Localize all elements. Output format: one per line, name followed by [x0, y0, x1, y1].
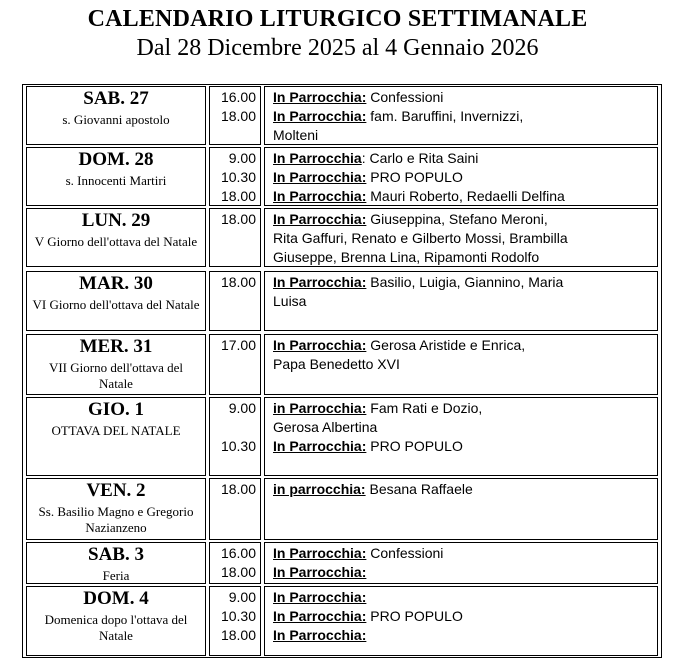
location-label: In Parrocchia:	[273, 108, 367, 124]
intention-text: Besana Raffaele	[365, 481, 473, 497]
location-label: In Parrocchia:	[273, 564, 367, 580]
time-cell	[209, 478, 261, 540]
intention-entry	[273, 187, 651, 206]
mass-time: 18.00	[220, 108, 256, 124]
day-name: MER. 31	[79, 336, 153, 357]
day-celebration: VI Giorno dell'ottava del Natale	[32, 297, 200, 312]
intention-text: Basilio, Luigia, Giannino, Maria Luisa	[273, 274, 564, 309]
day-row	[26, 86, 658, 145]
intentions-cell	[264, 586, 658, 656]
mass-time: 17.00	[220, 337, 256, 353]
intentions-cell	[264, 542, 658, 584]
intention-text: Giuseppina, Stefano Meroni, Rita Gaffuri, Renato e Gilberto Mossi, Brambilla Giuseppe, Brenna Lina, Ripamonti Rodolfo	[273, 211, 568, 265]
day-row	[26, 397, 658, 476]
intention-text: fam. Baruffini, Invernizzi, Molteni	[273, 108, 524, 143]
location-label: In Parrocchia:	[273, 169, 367, 185]
mass-time: 16.00	[220, 545, 256, 561]
day-name: DOM. 4	[83, 588, 149, 609]
mass-time: 18.00	[220, 627, 256, 643]
intention-entry	[273, 88, 651, 107]
intention-entry	[273, 168, 651, 187]
page-subtitle: Dal 28 Dicembre 2025 al 4 Gennaio 2026	[136, 35, 539, 61]
intentions-cell	[264, 271, 658, 331]
day-row	[26, 334, 658, 395]
mass-time: 9.00	[228, 150, 256, 166]
day-name: SAB. 27	[83, 88, 149, 109]
day-cell	[26, 271, 206, 331]
intention-text: : Carlo e Rita Saini	[361, 150, 479, 166]
time-cell	[209, 334, 261, 395]
day-name: SAB. 3	[88, 544, 144, 565]
intentions-cell	[264, 86, 658, 145]
location-label: In Parrocchia	[273, 150, 362, 166]
mass-time: 10.30	[220, 438, 256, 454]
mass-time: 18.00	[220, 211, 256, 227]
location-label: In Parrocchia:	[273, 211, 367, 227]
time-cell	[209, 147, 261, 206]
day-cell	[26, 586, 206, 656]
day-cell	[26, 397, 206, 476]
location-label: In Parrocchia:	[273, 545, 367, 561]
calendar-table	[22, 84, 662, 658]
intention-text: Confessioni	[366, 545, 444, 561]
day-row	[26, 478, 658, 540]
intention-entry	[273, 107, 651, 145]
time-cell	[209, 208, 261, 267]
day-cell	[26, 86, 206, 145]
day-cell	[26, 147, 206, 206]
location-label: In Parrocchia:	[273, 337, 367, 353]
intention-text: Confessioni	[370, 89, 444, 105]
location-label: In Parrocchia:	[273, 188, 367, 204]
location-label: In Parrocchia:	[273, 438, 367, 454]
mass-time: 10.30	[220, 169, 256, 185]
intentions-cell	[264, 147, 658, 206]
intention-text: PRO POPULO	[370, 438, 463, 454]
intentions-cell	[264, 208, 658, 267]
day-row	[26, 586, 658, 656]
location-label: in parrocchia:	[273, 481, 366, 497]
intention-text: Mauri Roberto, Redaelli Delfina	[366, 188, 565, 204]
day-cell	[26, 208, 206, 267]
day-celebration: s. Innocenti Martiri	[65, 173, 167, 188]
mass-time: 10.30	[220, 608, 256, 624]
intention-entry	[273, 563, 651, 582]
location-label: in Parrocchia:	[273, 400, 367, 416]
time-cell	[209, 86, 261, 145]
intention-entry	[273, 626, 651, 645]
day-row	[26, 542, 658, 584]
intentions-cell	[264, 478, 658, 540]
day-name: VEN. 2	[86, 480, 146, 501]
intention-entry	[273, 607, 651, 626]
location-label: In Parrocchia:	[273, 274, 367, 290]
intentions-cell	[264, 334, 658, 395]
day-name: GIO. 1	[88, 399, 144, 420]
intention-entry	[273, 399, 651, 437]
page-title: CALENDARIO LITURGICO SETTIMANALE	[87, 6, 588, 32]
day-celebration: Domenica dopo l'ottava del Natale	[44, 612, 188, 643]
intention-text: PRO POPULO	[366, 169, 463, 185]
location-label: In Parrocchia:	[273, 589, 367, 605]
intention-entry	[273, 544, 651, 563]
time-cell	[209, 397, 261, 476]
day-celebration: Ss. Basilio Magno e Gregorio Nazianzeno	[38, 504, 194, 535]
day-name: LUN. 29	[81, 210, 151, 231]
day-celebration: s. Giovanni apostolo	[62, 112, 170, 127]
intention-entry	[273, 273, 651, 311]
mass-time	[210, 418, 260, 437]
day-cell	[26, 478, 206, 540]
day-row	[26, 147, 658, 206]
day-cell	[26, 334, 206, 395]
location-label: In Parrocchia:	[273, 627, 367, 643]
day-celebration: OTTAVA DEL NATALE	[51, 423, 181, 438]
intention-entry	[273, 588, 651, 607]
intention-entry	[273, 437, 651, 456]
day-celebration: VII Giorno dell'ottava del Natale	[48, 360, 184, 391]
intentions-cell	[264, 397, 658, 476]
mass-time: 18.00	[220, 188, 256, 204]
intention-text: PRO POPULO	[366, 608, 463, 624]
intention-entry	[273, 336, 651, 374]
day-celebration: V Giorno dell'ottava del Natale	[34, 234, 198, 249]
day-row	[26, 271, 658, 331]
mass-time: 9.00	[228, 589, 256, 605]
time-cell	[209, 271, 261, 331]
intention-entry	[273, 210, 651, 267]
mass-time: 18.00	[220, 564, 256, 580]
location-label: In Parrocchia:	[273, 89, 367, 105]
day-row	[26, 208, 658, 267]
day-name: MAR. 30	[79, 273, 153, 294]
mass-time: 18.00	[220, 481, 256, 497]
intention-entry	[273, 480, 651, 499]
mass-time: 18.00	[220, 274, 256, 290]
mass-time: 9.00	[228, 400, 256, 416]
day-cell	[26, 542, 206, 584]
intention-entry	[273, 149, 651, 168]
day-celebration: Feria	[102, 568, 130, 583]
intention-text: Fam Rati e Dozio, Gerosa Albertina	[273, 400, 483, 435]
time-cell	[209, 586, 261, 656]
time-cell	[209, 542, 261, 584]
mass-time: 16.00	[220, 89, 256, 105]
day-name: DOM. 28	[78, 149, 154, 170]
location-label: In Parrocchia:	[273, 608, 367, 624]
intention-text: Gerosa Aristide e Enrica, Papa Benedetto XVI	[273, 337, 526, 372]
